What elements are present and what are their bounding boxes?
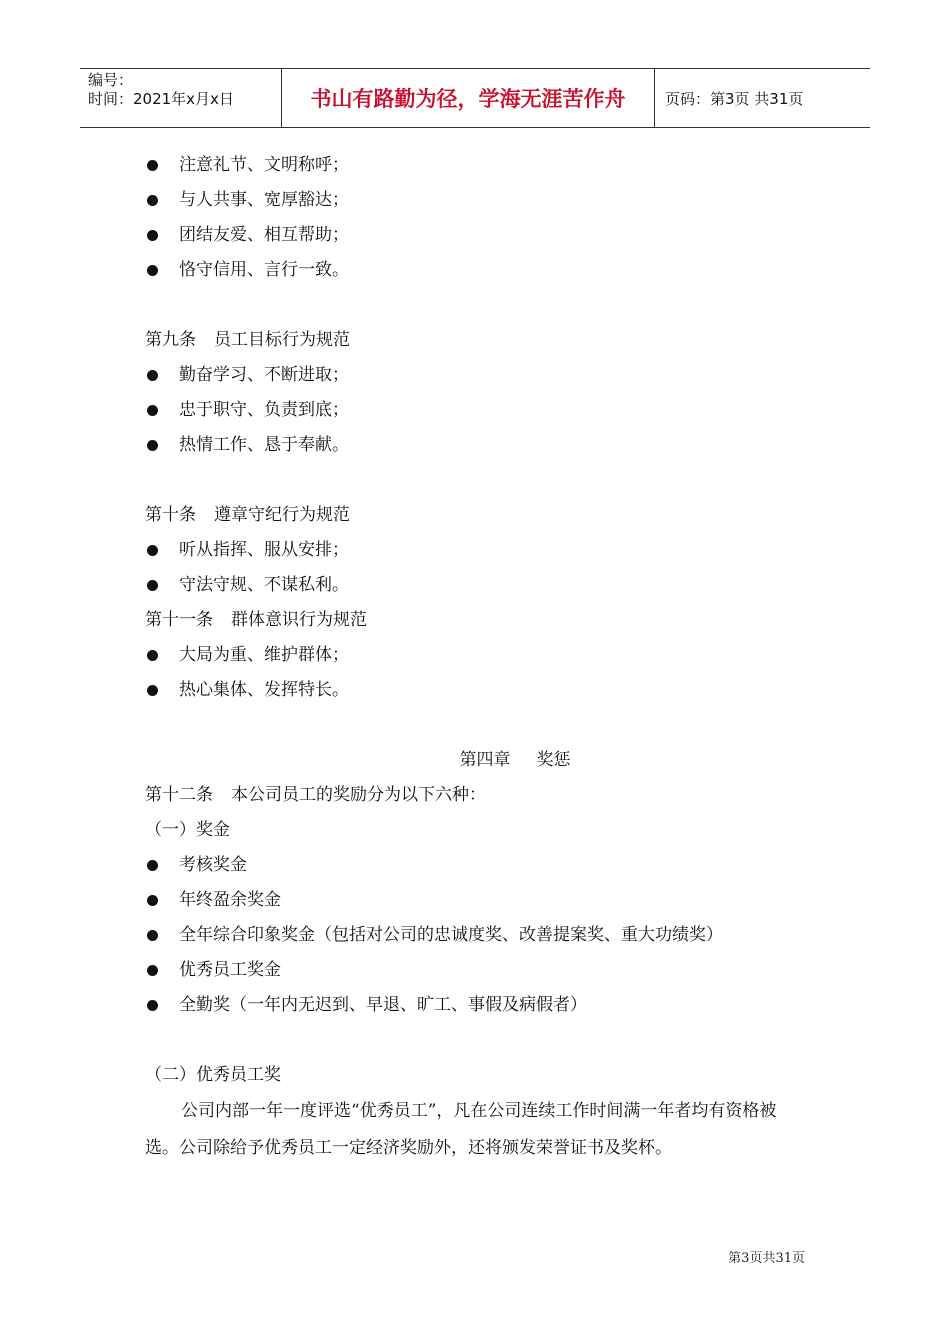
list-item: 优秀员工奖金 <box>145 953 825 988</box>
bullet-icon <box>147 965 158 976</box>
bullet-icon <box>147 370 158 381</box>
excellent-employee-paragraph: 公司内部一年一度评选“优秀员工”，凡在公司连续工作时间满一年者均有资格被选。公司除给予优秀员工一定经济奖励外，还将颁发荣誉证书及奖杯。 <box>145 1101 777 1158</box>
bullet-icon <box>147 440 158 451</box>
list-item: 恪守信用、言行一致。 <box>145 253 825 288</box>
bullet-icon <box>147 230 158 241</box>
article-10-heading: 第十条 遵章守纪行为规范 <box>145 505 350 525</box>
bonus-heading: （一）奖金 <box>145 820 230 840</box>
bullet-icon <box>147 1000 158 1011</box>
article-9-heading: 第九条 员工目标行为规范 <box>145 330 350 350</box>
list-item: 注意礼节、文明称呼； <box>145 148 825 183</box>
article-12-heading: 第十二条 本公司员工的奖励分为以下六种： <box>145 785 486 805</box>
list-item: 年终盈余奖金 <box>145 883 825 918</box>
doc-time-label: 时间：2021年x月x日 <box>88 90 234 108</box>
list-item: 团结友爱、相互帮助； <box>145 218 825 253</box>
bullet-icon <box>147 650 158 661</box>
bullet-icon <box>147 160 158 171</box>
document-body <box>145 148 825 1167</box>
header-meta <box>80 69 282 127</box>
list-item: 热心集体、发挥特长。 <box>145 673 825 708</box>
bullet-icon <box>147 860 158 871</box>
header-motto: 书山有路勤为径，学海无涯苦作舟 <box>282 69 655 127</box>
bullet-icon <box>147 545 158 556</box>
doc-number-label: 编号： <box>88 71 134 89</box>
list-item: 热情工作、恳于奉献。 <box>145 428 825 463</box>
page-footer: 第3页共31页 <box>728 1251 805 1266</box>
bullet-icon <box>147 930 158 941</box>
bullet-icon <box>147 685 158 696</box>
list-item: 大局为重、维护群体； <box>145 638 825 673</box>
bullet-icon <box>147 405 158 416</box>
list-item: 忠于职守、负责到底； <box>145 393 825 428</box>
bullet-icon <box>147 195 158 206</box>
page-header <box>80 68 870 128</box>
bullet-icon <box>147 895 158 906</box>
list-item: 守法守规、不谋私利。 <box>145 568 825 603</box>
list-item: 与人共事、宽厚豁达； <box>145 183 825 218</box>
list-item: 全年综合印象奖金（包括对公司的忠诚度奖、改善提案奖、重大功绩奖） <box>145 918 825 953</box>
list-item: 勤奋学习、不断进取； <box>145 358 825 393</box>
list-item: 全勤奖（一年内无迟到、早退、旷工、事假及病假者） <box>145 988 825 1023</box>
excellent-employee-heading: （二）优秀员工奖 <box>145 1065 281 1085</box>
header-page-number: 页码：第3页 共31页 <box>665 89 804 108</box>
list-item: 听从指挥、服从安排； <box>145 533 825 568</box>
bullet-icon <box>147 580 158 591</box>
list-item: 考核奖金 <box>145 848 825 883</box>
article-11-heading: 第十一条 群体意识行为规范 <box>145 610 367 630</box>
bullet-icon <box>147 265 158 276</box>
chapter-4-heading: 第四章 奖惩 <box>459 750 571 770</box>
